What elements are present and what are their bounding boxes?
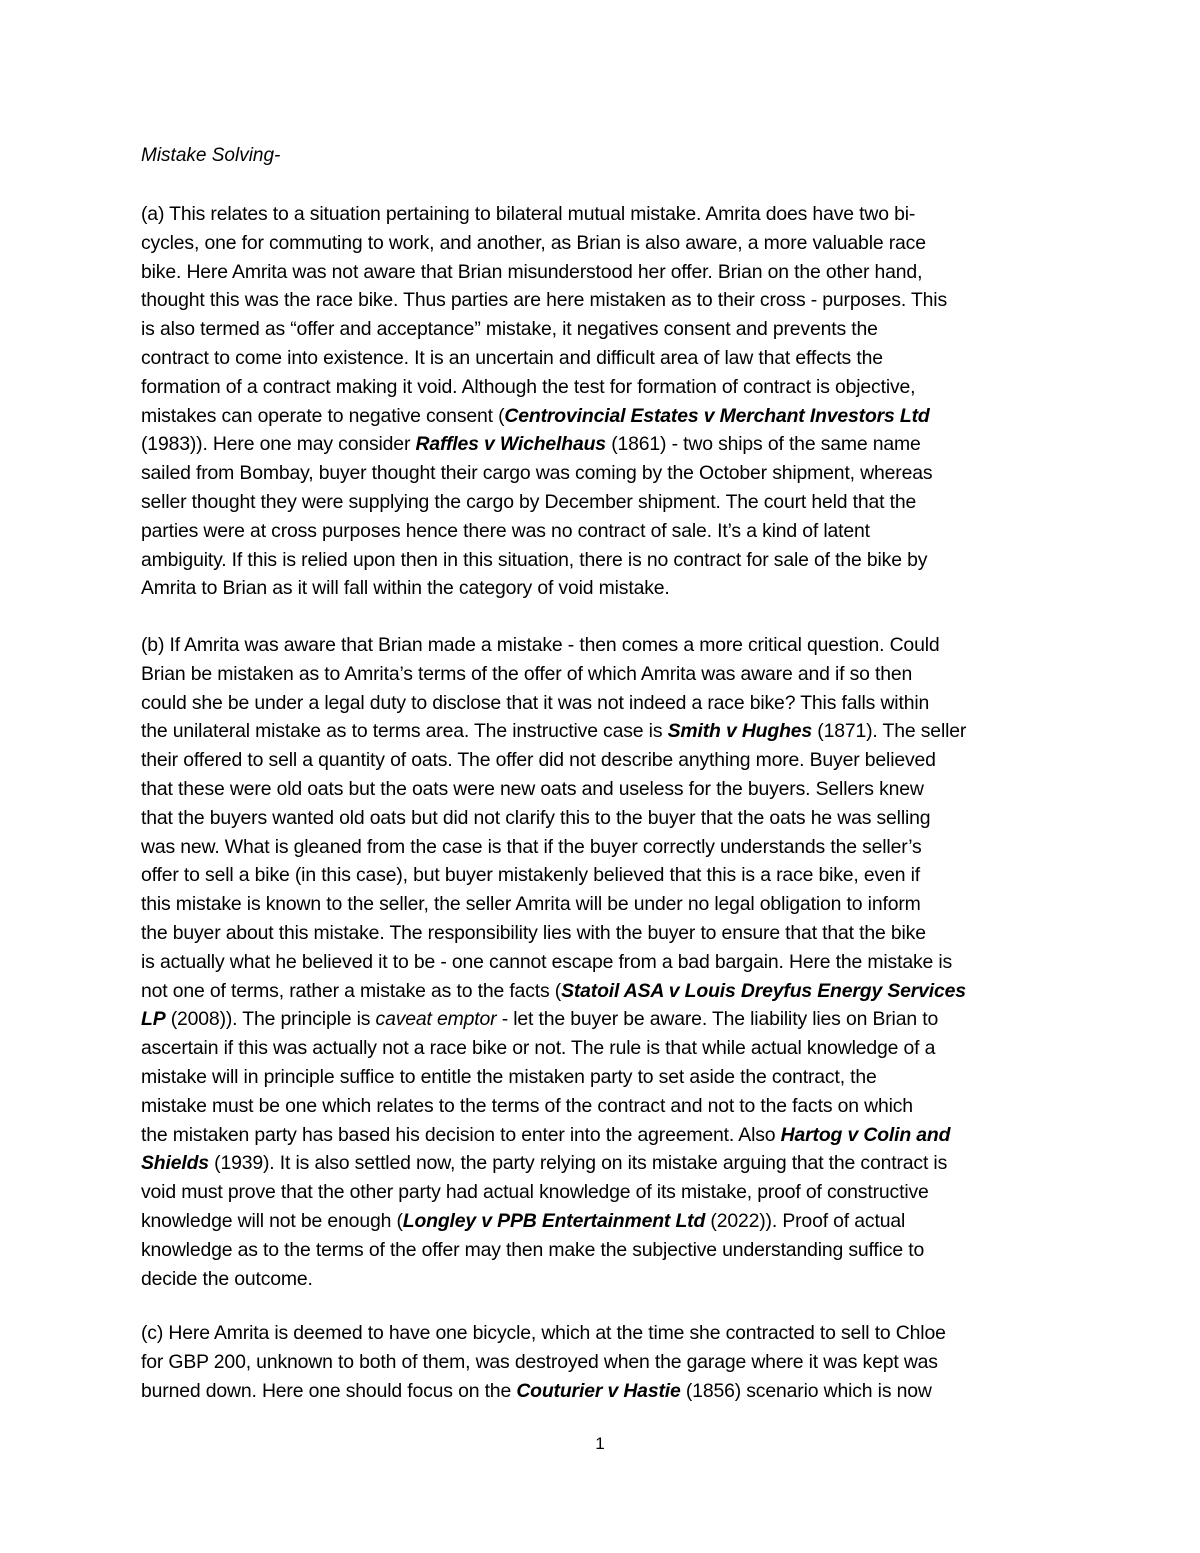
text-run: formation of a contract making it void. Although the test for formation of contract is objective, — [141, 375, 916, 398]
case-citation: Smith v Hughes — [667, 720, 813, 743]
paragraph-1-line — [141, 373, 915, 402]
case-citation: Raffles v Wichelhaus — [415, 433, 606, 456]
text-run: - let the buyer be aware. The liability lies on Brian to — [496, 1008, 939, 1031]
text-run: mistakes can operate to negative consent ( — [141, 404, 505, 427]
text-run: seller thought they were supplying the cargo by December shipment. The court held that the — [141, 491, 917, 513]
text-run: (1871). The seller — [812, 720, 967, 743]
paragraph-1-line — [141, 402, 930, 431]
paragraph-3-line — [141, 1319, 946, 1348]
text-run: was new. What is gleaned from the case is that if the buyer correctly understands the seller’s — [141, 835, 922, 858]
paragraph-2-line — [141, 660, 912, 689]
text-run: bike. Here Amrita was not aware that Brian misunderstood her offer. Brian on the other hand, — [141, 260, 923, 283]
text-run: (1939). It is also settled now, the party relying on its mistake arguing that the contract is — [208, 1152, 948, 1175]
text-run: is also termed as “offer and acceptance” mistake, it negatives consent and prevents the — [141, 318, 878, 341]
paragraph-2-line — [141, 861, 920, 890]
document-title: Mistake Solving- — [141, 145, 281, 166]
paragraph-2-line — [141, 833, 922, 862]
paragraph-2-line — [141, 977, 966, 1006]
paragraph-1-line — [141, 286, 947, 315]
text-run: that these were old oats but the oats were new oats and useless for the buyers. Sellers knew — [141, 778, 924, 800]
paragraph-2-line — [141, 631, 940, 660]
paragraph-2-line — [141, 1092, 913, 1121]
text-run: the unilateral mistake as to terms area. The instructive case is — [141, 720, 668, 743]
paragraph-2-line — [141, 1149, 947, 1178]
paragraph-1-line — [141, 229, 926, 258]
paragraph-2-line — [141, 746, 936, 775]
case-citation: Couturier v Hastie — [516, 1379, 681, 1402]
text-run: knowledge will not be enough ( — [141, 1210, 403, 1232]
paragraph-1-line — [141, 488, 916, 517]
paragraph-1-line — [141, 315, 878, 344]
text-run: this mistake is known to the seller, the seller Amrita will be under no legal obligation to inform — [141, 893, 921, 916]
text-run: knowledge as to the terms of the offer may then make the subjective understanding suffice to — [141, 1238, 925, 1261]
text-run: (1861) - two ships of the same name — [605, 433, 921, 456]
paragraph-3-line — [141, 1348, 938, 1377]
text-run: (1983)). Here one may consider — [141, 433, 416, 456]
paragraph-2-line — [141, 890, 921, 919]
text-run: is actually what he believed it to be - one cannot escape from a bad bargain. Here the mistake is — [141, 950, 953, 973]
text-run: (2022)). Proof of actual — [705, 1210, 906, 1232]
paragraph-2-line — [141, 919, 926, 948]
latin-term: caveat emptor — [375, 1008, 497, 1031]
paragraph-2-line — [141, 775, 924, 804]
paragraph-2-line — [141, 1121, 950, 1150]
case-citation: Centrovincial Estates v Merchant Investors Ltd — [504, 404, 930, 427]
paragraph-1-line — [141, 258, 922, 287]
text-run: ascertain if this was actually not a race bike or not. The rule is that while actual knowledge of a — [141, 1037, 936, 1060]
paragraph-2-line — [141, 1236, 924, 1265]
paragraph-1-line — [141, 344, 883, 373]
paragraph-2-line — [141, 1207, 905, 1236]
paragraph-2-line — [141, 1265, 313, 1294]
paragraph-1-line — [141, 430, 921, 459]
text-run: decide the outcome. — [141, 1267, 313, 1290]
case-citation: Shields — [141, 1152, 209, 1175]
paragraph-2-line — [141, 948, 952, 977]
text-run: could she be under a legal duty to disclose that it was not indeed a race bike? This falls within — [141, 691, 930, 714]
paragraph-2-line — [141, 717, 966, 746]
text-run: sailed from Bombay, buyer thought their cargo was coming by the October shipment, whereas — [141, 462, 933, 485]
paragraph-2-line — [141, 804, 930, 833]
case-citation: Statoil ASA v Louis Dreyfus Energy Services — [561, 979, 966, 1002]
text-run: (a) This relates to a situation pertaining to bilateral mutual mistake. Amrita does have two bi- — [141, 203, 916, 225]
text-run: the buyer about this mistake. The responsibility lies with the buyer to ensure that that the bike — [141, 922, 926, 944]
text-run: not one of terms, rather a mistake as to the facts ( — [141, 979, 562, 1002]
text-run: Brian be mistaken as to Amrita’s terms of the offer of which Amrita was aware and if so then — [141, 662, 913, 685]
paragraph-3-line — [141, 1377, 932, 1406]
case-citation: Hartog v Colin and — [780, 1123, 951, 1146]
paragraph-1-line — [141, 200, 915, 229]
text-run: their offered to sell a quantity of oats. The offer did not describe anything more. Buyer believed — [141, 749, 936, 772]
text-run: parties were at cross purposes hence there was no contract of sale. It’s a kind of latent — [141, 519, 870, 542]
paragraph-2-line — [141, 1063, 877, 1092]
text-run: that the buyers wanted old oats but did not clarify this to the buyer that the oats he was selling — [141, 806, 931, 829]
text-run: (2008)). The principle is — [165, 1008, 376, 1031]
text-run: mistake must be one which relates to the terms of the contract and not to the facts on which — [141, 1094, 913, 1117]
text-run: mistake will in principle suffice to entitle the mistaken party to set aside the contract, the — [141, 1066, 877, 1088]
text-run: thought this was the race bike. Thus parties are here mistaken as to their cross - purposes. This — [141, 289, 948, 312]
paragraph-2-line — [141, 689, 929, 718]
text-run: the mistaken party has based his decision to enter into the agreement. Also — [141, 1123, 781, 1146]
case-citation: LP — [141, 1008, 166, 1031]
text-run: contract to come into existence. It is an uncertain and difficult area of law that effects the — [141, 347, 883, 369]
paragraph-1-line — [141, 574, 670, 603]
text-run: offer to sell a bike (in this case), but buyer mistakenly believed that this is a race bike, even if — [141, 864, 920, 887]
text-run: for GBP 200, unknown to both of them, was destroyed when the garage where it was kept was — [141, 1350, 938, 1373]
text-run: void must prove that the other party had actual knowledge of its mistake, proof of constructive — [141, 1181, 929, 1204]
paragraph-2-line — [141, 1178, 929, 1207]
text-run: (b) If Amrita was aware that Brian made a mistake - then comes a more critical question. Could — [141, 634, 940, 656]
text-run: (1856) scenario which is now — [680, 1379, 932, 1402]
text-run: ambiguity. If this is relied upon then in this situation, there is no contract for sale of the bike by — [141, 548, 928, 571]
paragraph-2-line — [141, 1034, 935, 1063]
text-run: (c) Here Amrita is deemed to have one bicycle, which at the time she contracted to sell to Chloe — [141, 1322, 946, 1344]
page-number: 1 — [595, 1434, 605, 1453]
text-run: cycles, one for commuting to work, and another, as Brian is also aware, a more valuable race — [141, 231, 926, 254]
paragraph-2-line — [141, 1005, 938, 1034]
paragraph-1-line — [141, 459, 932, 488]
case-citation: Longley v PPB Entertainment Ltd — [402, 1210, 706, 1232]
paragraph-1-line — [141, 546, 927, 575]
text-run: burned down. Here one should focus on the — [141, 1379, 517, 1402]
text-run: Amrita to Brian as it will fall within the category of void mistake. — [141, 577, 670, 600]
paragraph-1-line — [141, 517, 870, 546]
